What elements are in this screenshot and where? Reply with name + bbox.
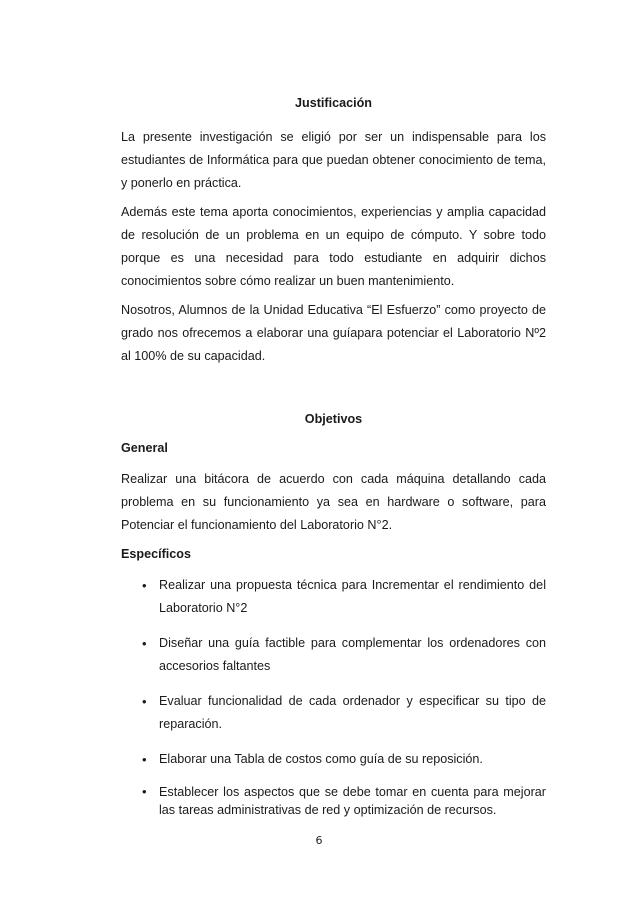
bullet-icon: • bbox=[142, 752, 147, 767]
list-item-text: Realizar una propuesta técnica para Incrementar el rendimiento del Laboratorio N°2 bbox=[159, 578, 546, 615]
justificacion-title: Justificación bbox=[295, 96, 372, 110]
justificacion-paragraph-2: Además este tema aporta conocimientos, experiencias y amplia capacidad de resolución de un problema en un equipo de cómputo. Y sobre todo porque es una necesidad para todo estudiante en adquirir dichos conocimientos sobre cómo realizar un buen mantenimiento. bbox=[121, 205, 546, 288]
bullet-icon: • bbox=[142, 578, 147, 593]
list-item-text: Elaborar una Tabla de costos como guía de su reposición. bbox=[159, 752, 483, 766]
page-number: 6 bbox=[315, 834, 323, 847]
bullet-icon: • bbox=[142, 694, 147, 709]
general-subheading: General bbox=[121, 441, 168, 455]
general-paragraph: Realizar una bitácora de acuerdo con cada máquina detallando cada problema en su funcionamiento ya sea en hardware o software, para Potenciar el funcionamiento del Laboratorio N°2. bbox=[121, 472, 546, 532]
list-item-text: Evaluar funcionalidad de cada ordenador y especificar su tipo de reparación. bbox=[159, 694, 546, 731]
especificos-list bbox=[121, 574, 546, 819]
list-item bbox=[121, 783, 546, 819]
especificos-subheading: Específicos bbox=[121, 547, 191, 561]
list-item-text: Establecer los aspectos que se debe tomar en cuenta para mejorar las tareas administrativas de red y optimización de recursos. bbox=[159, 785, 546, 817]
bullet-icon: • bbox=[142, 784, 147, 799]
list-item bbox=[121, 632, 546, 678]
justificacion-paragraph-1: La presente investigación se eligió por ser un indispensable para los estudiantes de Informática para que puedan obtener conocimiento de tema, y ponerlo en práctica. bbox=[121, 130, 546, 190]
page-content bbox=[121, 92, 546, 819]
bullet-icon: • bbox=[142, 636, 147, 651]
list-item bbox=[121, 690, 546, 736]
list-item-text: Diseñar una guía factible para complementar los ordenadores con accesorios faltantes bbox=[159, 636, 546, 673]
list-item bbox=[121, 748, 546, 771]
justificacion-paragraph-3: Nosotros, Alumnos de la Unidad Educativa “El Esfuerzo” como proyecto de grado nos ofrecemos a elaborar una guíapara potenciar el Laboratorio Nº2 al 100% de su capacidad. bbox=[121, 303, 546, 363]
objetivos-title: Objetivos bbox=[304, 412, 363, 426]
list-item bbox=[121, 574, 546, 620]
